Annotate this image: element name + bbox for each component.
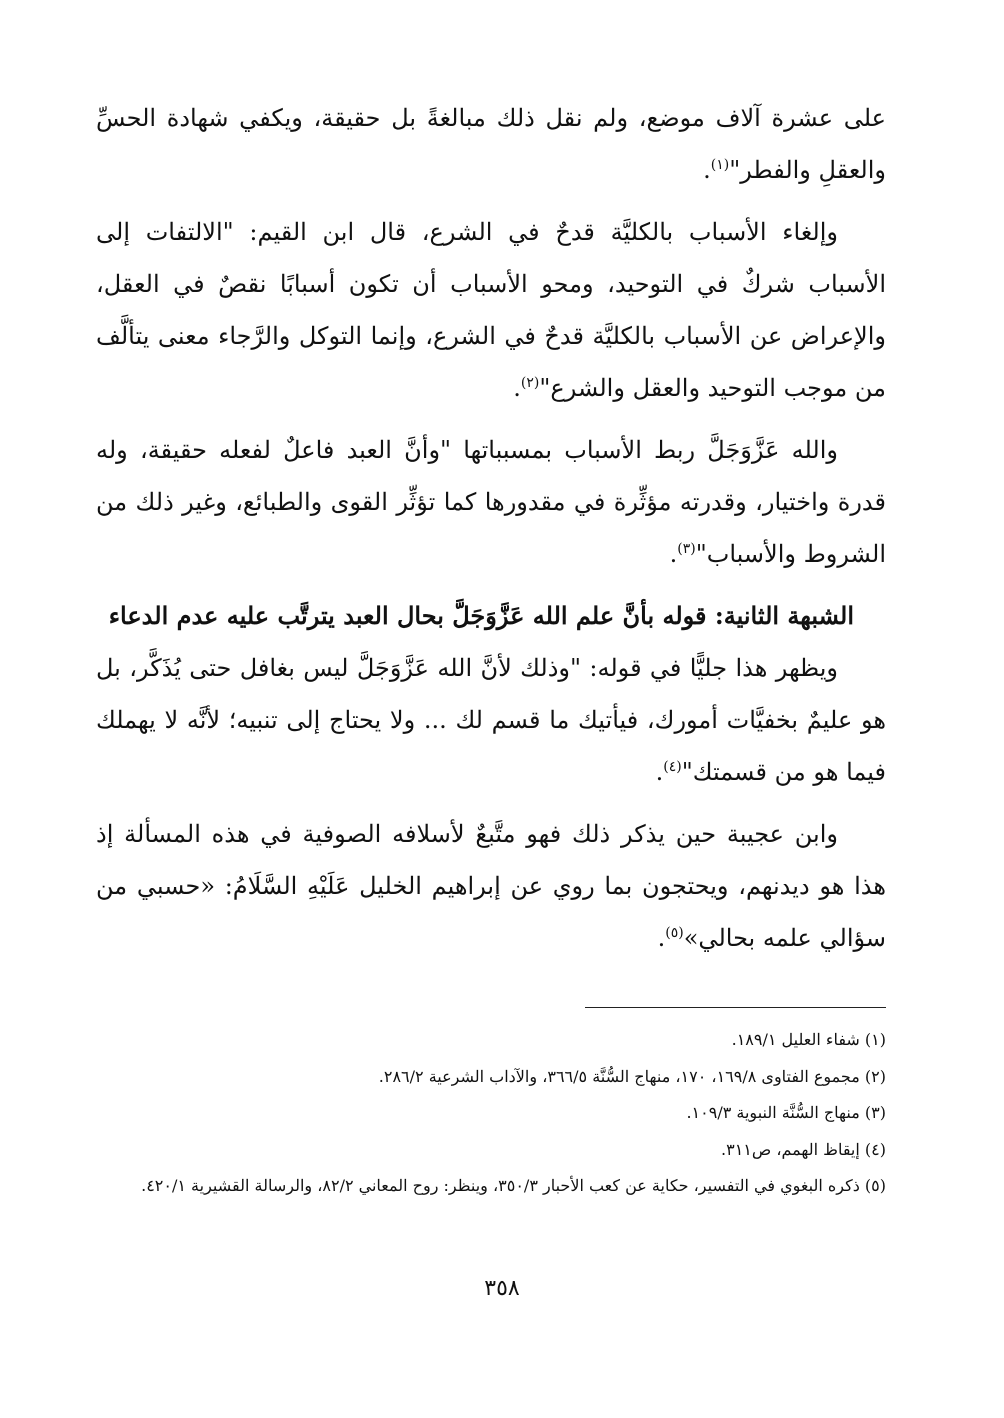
footnotes [96,1022,886,1205]
footnote-2: (٢) مجموع الفتاوى ١٦٩/٨، ١٧٠، منهاج السُّنَّة ٣٦٦/٥، والآداب الشرعية ٢٨٦/٢. [378,1066,886,1086]
paragraph-1 [96,92,886,196]
footnote-ref-3: (٣) [677,541,696,557]
paragraph-4-end: . [655,758,664,786]
footnote-4: (٤) إيقاظ الهمم، ص٣١١. [721,1139,886,1159]
paragraph-4-text: ويظهر هذا جليًّا في قوله: "وذلك لأنَّ الله عَزَّوَجَلَّ ليس بغافل حتى يُذَكَّر، بل هو عليمٌ بخفيَّات أمورك، فيأتيك ما قسم لك ... ولا يحتاج إلى تنبيه؛ لأنَّه لا يهملك فيما هو من قسمتك" [96,654,886,786]
section-heading-label: الشبهة الثانية: [714,601,854,630]
paragraph-3-text: والله عَزَّوَجَلَّ ربط الأسباب بمسبباتها "وأنَّ العبد فاعلٌ لفعله حقيقة، وله قدرة واختيار، وقدرته مؤثِّرة في مقدورها كما تؤثِّر القوى والطبائع، وغير ذلك من الشروط والأسباب" [96,436,886,568]
footnote-1: (١) شفاء العليل ١٨٩/١. [731,1030,886,1049]
paragraph-5-end: . [657,924,666,952]
paragraph-1-end: . [703,156,711,184]
footnote-3: (٣) منهاج السُّنَّة النبوية ١٠٩/٣. [686,1103,886,1122]
paragraph-2 [96,206,886,414]
paragraph-2-end: . [513,374,521,402]
section-heading-text: قوله بأنَّ علم الله عَزَّوَجَلَّ بحال العبد يترتَّب عليه عدم الدعاء [108,601,707,630]
paragraph-1-text: على عشرة آلاف موضع، ولم نقل ذلك مبالغةً بل حقيقة، ويكفي شهادة الحسِّ والعقلِ والفطر" [96,104,886,184]
paragraph-4 [96,642,886,798]
paragraph-3-end: . [669,540,678,568]
paragraph-5-text: وابن عجيبة حين يذكر ذلك فهو متَّبعٌ لأسلافه الصوفية في هذه المسألة إذ هذا هو ديدنهم، ويحتجون بما روي عن إبراهيم الخليل عَلَيْهِ السَّلَامُ: «حسبي من سؤالي علمه بحالي» [96,820,886,952]
footnote-divider [585,1007,886,1008]
paragraph-2-text: وإلغاء الأسباب بالكليَّة قدحٌ في الشرع، قال ابن القيم: "الالتفات إلى الأسباب شركٌ في التوحيد، ومحو الأسباب أن تكون أسبابًا نقصٌ في العقل، والإعراض عن الأسباب بالكليَّة قدحٌ في الشرع، وإنما التوكل والرَّجاء معنى يتألَّف من موجب التوحيد والعقل والشرع" [96,218,887,402]
main-text [96,92,886,974]
footnote-ref-2: (٢) [520,375,540,391]
footnote-ref-1: (١) [710,157,730,173]
page-number: ٣٥٨ [484,1276,520,1301]
section-heading [96,590,886,642]
footnote-ref-4: (٤) [663,759,682,775]
paragraph-3 [96,424,886,580]
paragraph-5 [96,808,886,964]
footnote-ref-5: (٥) [665,925,684,941]
footnote-5: (٥) ذكره البغوي في التفسير، حكاية عن كعب الأحبار ٣٥٠/٣، وينظر: روح المعاني ٨٢/٢، والرسالة القشيرية ٤٢٠/١. [141,1176,886,1195]
